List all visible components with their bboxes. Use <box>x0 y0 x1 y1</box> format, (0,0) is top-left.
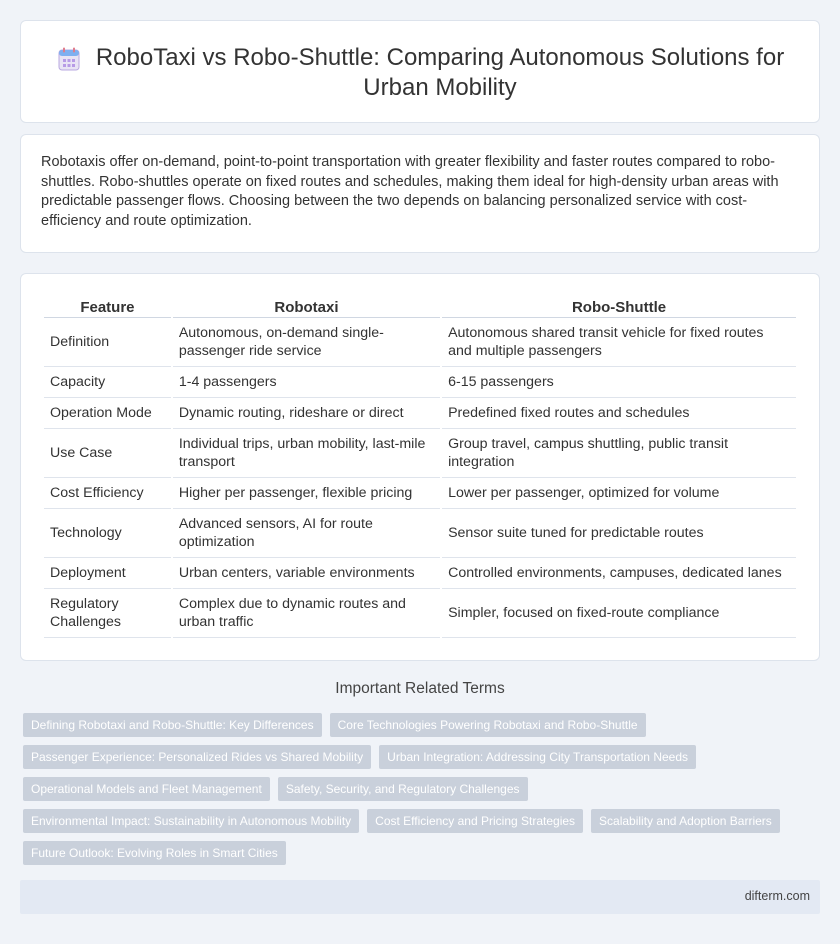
title-wrap <box>21 43 819 103</box>
robo-shuttle-cell: Autonomous shared transit vehicle for fixed routes and multiple passengers <box>442 318 796 367</box>
calendar-icon <box>58 47 80 71</box>
robotaxi-cell: Complex due to dynamic routes and urban traffic <box>173 589 440 638</box>
feature-cell: Definition <box>44 318 171 367</box>
header-robo-shuttle: Robo-Shuttle <box>442 296 796 318</box>
robotaxi-cell: Higher per passenger, flexible pricing <box>173 478 440 509</box>
related-term-tag[interactable]: Urban Integration: Addressing City Transportation Needs <box>379 745 696 769</box>
related-terms-title: Important Related Terms <box>335 680 505 697</box>
feature-cell: Technology <box>44 509 171 558</box>
robo-shuttle-cell: Lower per passenger, optimized for volume <box>442 478 796 509</box>
robo-shuttle-cell: Predefined fixed routes and schedules <box>442 398 796 429</box>
robotaxi-cell: Urban centers, variable environments <box>173 558 440 589</box>
robo-shuttle-cell: Simpler, focused on fixed-route compliance <box>442 589 796 638</box>
related-terms-list <box>23 713 813 865</box>
related-term-tag[interactable]: Cost Efficiency and Pricing Strategies <box>367 809 583 833</box>
table-row <box>44 318 796 367</box>
comparison-card <box>20 273 820 661</box>
related-term-tag[interactable]: Operational Models and Fleet Management <box>23 777 270 801</box>
title-card <box>20 20 820 123</box>
footer-site-link[interactable]: difterm.com <box>744 889 810 903</box>
related-term-tag[interactable]: Safety, Security, and Regulatory Challenges <box>278 777 528 801</box>
related-term-tag[interactable]: Core Technologies Powering Robotaxi and Robo-Shuttle <box>330 713 646 737</box>
table-row <box>44 478 796 509</box>
header-feature: Feature <box>44 296 171 318</box>
robotaxi-cell: Individual trips, urban mobility, last-mile transport <box>173 429 440 478</box>
related-term-tag[interactable]: Passenger Experience: Personalized Rides vs Shared Mobility <box>23 745 371 769</box>
feature-cell: Deployment <box>44 558 171 589</box>
table-row <box>44 367 796 398</box>
comparison-table <box>42 296 798 638</box>
intro-card <box>20 134 820 253</box>
footer <box>20 880 820 914</box>
robo-shuttle-cell: Sensor suite tuned for predictable routes <box>442 509 796 558</box>
feature-cell: Capacity <box>44 367 171 398</box>
robo-shuttle-cell: Group travel, campus shuttling, public transit integration <box>442 429 796 478</box>
related-term-tag[interactable]: Defining Robotaxi and Robo-Shuttle: Key Differences <box>23 713 322 737</box>
related-term-tag[interactable]: Scalability and Adoption Barriers <box>591 809 780 833</box>
table-row <box>44 509 796 558</box>
robo-shuttle-cell: 6-15 passengers <box>442 367 796 398</box>
robotaxi-cell: Dynamic routing, rideshare or direct <box>173 398 440 429</box>
header-robotaxi: Robotaxi <box>173 296 440 318</box>
intro-paragraph: Robotaxis offer on-demand, point-to-point transportation with greater flexibility and faster routes compared to robo-shuttles. Robo-shuttles operate on fixed routes and schedules, making them ideal for high-density urban areas with predictable passenger flows. Choosing between the two depends on balancing personalized service with cost-efficiency and route optimization. <box>41 154 779 229</box>
table-row <box>44 558 796 589</box>
page-title: RoboTaxi vs Robo-Shuttle: Comparing Autonomous Solutions for Urban Mobility <box>95 44 785 101</box>
table-row <box>44 429 796 478</box>
related-term-tag[interactable]: Environmental Impact: Sustainability in Autonomous Mobility <box>23 809 359 833</box>
feature-cell: Cost Efficiency <box>44 478 171 509</box>
feature-cell: Regulatory Challenges <box>44 589 171 638</box>
table-row <box>44 589 796 638</box>
robotaxi-cell: 1-4 passengers <box>173 367 440 398</box>
robo-shuttle-cell: Controlled environments, campuses, dedicated lanes <box>442 558 796 589</box>
table-header-row <box>44 296 796 318</box>
feature-cell: Operation Mode <box>44 398 171 429</box>
robotaxi-cell: Advanced sensors, AI for route optimization <box>173 509 440 558</box>
related-term-tag[interactable]: Future Outlook: Evolving Roles in Smart Cities <box>23 841 286 865</box>
table-row <box>44 398 796 429</box>
feature-cell: Use Case <box>44 429 171 478</box>
robotaxi-cell: Autonomous, on-demand single-passenger ride service <box>173 318 440 367</box>
